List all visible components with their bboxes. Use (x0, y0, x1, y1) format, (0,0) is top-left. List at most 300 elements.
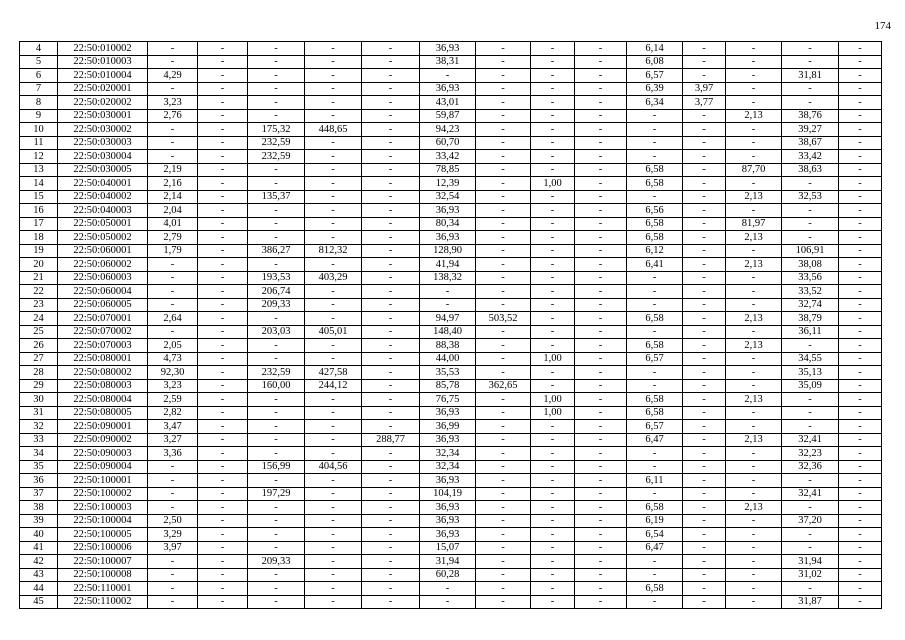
value-cell: 6,08 (627, 55, 683, 69)
value-cell: 32,54 (420, 190, 476, 204)
value-cell: - (575, 541, 627, 555)
value-cell: - (476, 420, 531, 434)
value-cell: - (531, 555, 575, 569)
value-cell: - (198, 325, 248, 339)
value-cell: 38,08 (782, 258, 839, 272)
value-cell: - (305, 582, 362, 596)
value-cell: - (305, 420, 362, 434)
value-cell: - (531, 433, 575, 447)
value-cell: - (683, 190, 726, 204)
row-number-cell: 42 (20, 555, 58, 569)
value-cell: - (476, 325, 531, 339)
value-cell: - (839, 136, 882, 150)
code-cell: 22:50:040002 (58, 190, 148, 204)
value-cell: - (198, 474, 248, 488)
value-cell: - (575, 312, 627, 326)
value-cell: - (362, 555, 420, 569)
value-cell: - (531, 123, 575, 137)
value-cell: 6,47 (627, 433, 683, 447)
value-cell: 36,93 (420, 204, 476, 218)
value-cell: 104,19 (420, 487, 476, 501)
value-cell: - (627, 379, 683, 393)
value-cell: - (198, 339, 248, 353)
value-cell: 6,58 (627, 582, 683, 596)
value-cell: - (305, 55, 362, 69)
table-row (20, 420, 882, 434)
value-cell: - (782, 177, 839, 191)
value-cell: - (683, 150, 726, 164)
value-cell: - (531, 204, 575, 218)
value-cell: - (476, 150, 531, 164)
value-cell: 32,41 (782, 487, 839, 501)
value-cell: 31,94 (420, 555, 476, 569)
value-cell: - (148, 568, 198, 582)
value-cell: 59,87 (420, 109, 476, 123)
value-cell: 244,12 (305, 379, 362, 393)
value-cell: - (782, 406, 839, 420)
row-number-cell: 13 (20, 163, 58, 177)
value-cell: - (305, 541, 362, 555)
value-cell: - (248, 514, 305, 528)
value-cell: - (726, 447, 782, 461)
value-cell: - (726, 42, 782, 56)
value-cell: 232,59 (248, 366, 305, 380)
value-cell: - (839, 406, 882, 420)
value-cell: - (362, 474, 420, 488)
value-cell: - (726, 285, 782, 299)
value-cell: - (683, 204, 726, 218)
row-number-cell: 38 (20, 501, 58, 515)
code-cell: 22:50:110002 (58, 595, 148, 609)
value-cell: 4,73 (148, 352, 198, 366)
value-cell: - (627, 460, 683, 474)
table-row (20, 474, 882, 488)
table-row (20, 595, 882, 609)
value-cell: 88,38 (420, 339, 476, 353)
value-cell: - (531, 285, 575, 299)
value-cell: - (476, 352, 531, 366)
value-cell: - (839, 217, 882, 231)
table-row (20, 433, 882, 447)
value-cell: - (531, 447, 575, 461)
value-cell: 2,13 (726, 109, 782, 123)
value-cell: - (476, 474, 531, 488)
row-number-cell: 41 (20, 541, 58, 555)
value-cell: 94,23 (420, 123, 476, 137)
code-cell: 22:50:060002 (58, 258, 148, 272)
value-cell: - (198, 393, 248, 407)
value-cell: - (476, 55, 531, 69)
value-cell: - (198, 82, 248, 96)
row-number-cell: 19 (20, 244, 58, 258)
table-row (20, 528, 882, 542)
value-cell: 6,19 (627, 514, 683, 528)
code-cell: 22:50:090004 (58, 460, 148, 474)
value-cell: 32,74 (782, 298, 839, 312)
value-cell: - (575, 55, 627, 69)
value-cell: 6,57 (627, 69, 683, 83)
value-cell: - (531, 312, 575, 326)
value-cell: - (362, 447, 420, 461)
value-cell: - (248, 258, 305, 272)
value-cell: - (839, 352, 882, 366)
value-cell: - (782, 528, 839, 542)
value-cell: - (839, 420, 882, 434)
value-cell: - (575, 231, 627, 245)
value-cell: - (683, 406, 726, 420)
value-cell: - (839, 568, 882, 582)
table-row (20, 69, 882, 83)
value-cell: 32,34 (420, 447, 476, 461)
value-cell: 80,34 (420, 217, 476, 231)
table-row (20, 366, 882, 380)
value-cell: 197,29 (248, 487, 305, 501)
value-cell: - (575, 69, 627, 83)
value-cell: - (198, 298, 248, 312)
row-number-cell: 22 (20, 285, 58, 299)
row-number-cell: 45 (20, 595, 58, 609)
value-cell: - (362, 582, 420, 596)
value-cell: 128,90 (420, 244, 476, 258)
value-cell: - (839, 528, 882, 542)
value-cell: - (575, 271, 627, 285)
value-cell: 2,04 (148, 204, 198, 218)
value-cell: - (362, 406, 420, 420)
value-cell: - (839, 231, 882, 245)
value-cell: - (476, 406, 531, 420)
value-cell: - (575, 528, 627, 542)
value-cell: - (305, 258, 362, 272)
value-cell: - (476, 460, 531, 474)
code-cell: 22:50:040003 (58, 204, 148, 218)
table-row (20, 393, 882, 407)
value-cell: - (362, 285, 420, 299)
value-cell: - (726, 123, 782, 137)
value-cell: - (476, 82, 531, 96)
table-row (20, 501, 882, 515)
value-cell: - (839, 447, 882, 461)
code-cell: 22:50:010004 (58, 69, 148, 83)
table-row (20, 339, 882, 353)
value-cell: 60,70 (420, 136, 476, 150)
value-cell: 2,82 (148, 406, 198, 420)
value-cell: 6,58 (627, 177, 683, 191)
value-cell: - (575, 366, 627, 380)
value-cell: - (362, 420, 420, 434)
value-cell: - (420, 595, 476, 609)
value-cell: - (575, 393, 627, 407)
row-number-cell: 44 (20, 582, 58, 596)
value-cell: - (531, 271, 575, 285)
value-cell: - (248, 568, 305, 582)
value-cell: - (683, 217, 726, 231)
value-cell: 6,58 (627, 406, 683, 420)
value-cell: 3,23 (148, 96, 198, 110)
value-cell: - (782, 501, 839, 515)
row-number-cell: 26 (20, 339, 58, 353)
value-cell: - (839, 258, 882, 272)
value-cell: 3,47 (148, 420, 198, 434)
value-cell: 209,33 (248, 298, 305, 312)
value-cell: - (726, 595, 782, 609)
value-cell: - (531, 69, 575, 83)
value-cell: - (248, 541, 305, 555)
value-cell: - (839, 298, 882, 312)
value-cell: - (305, 204, 362, 218)
value-cell: - (575, 177, 627, 191)
value-cell: - (531, 231, 575, 245)
value-cell: - (531, 258, 575, 272)
value-cell: - (305, 447, 362, 461)
code-cell: 22:50:030003 (58, 136, 148, 150)
value-cell: - (198, 163, 248, 177)
table-row (20, 406, 882, 420)
table-row (20, 568, 882, 582)
code-cell: 22:50:090003 (58, 447, 148, 461)
value-cell: - (531, 582, 575, 596)
value-cell: - (362, 82, 420, 96)
value-cell: - (198, 271, 248, 285)
value-cell: - (839, 339, 882, 353)
value-cell: - (782, 217, 839, 231)
value-cell: - (476, 595, 531, 609)
value-cell: - (782, 582, 839, 596)
value-cell: - (148, 555, 198, 569)
value-cell: - (683, 244, 726, 258)
value-cell: 403,29 (305, 271, 362, 285)
value-cell: - (575, 406, 627, 420)
value-cell: - (248, 339, 305, 353)
value-cell: - (683, 541, 726, 555)
value-cell: - (248, 231, 305, 245)
value-cell: - (148, 460, 198, 474)
value-cell: - (476, 555, 531, 569)
value-cell: 44,00 (420, 352, 476, 366)
value-cell: - (476, 163, 531, 177)
table-row (20, 177, 882, 191)
value-cell: - (531, 82, 575, 96)
value-cell: 32,41 (782, 433, 839, 447)
value-cell: - (198, 96, 248, 110)
value-cell: - (726, 487, 782, 501)
value-cell: - (627, 487, 683, 501)
value-cell: - (476, 339, 531, 353)
value-cell: - (531, 298, 575, 312)
value-cell: - (726, 555, 782, 569)
value-cell: - (627, 555, 683, 569)
value-cell: 36,93 (420, 474, 476, 488)
value-cell: - (362, 460, 420, 474)
value-cell: - (531, 109, 575, 123)
value-cell: - (476, 271, 531, 285)
value-cell: - (575, 379, 627, 393)
value-cell: - (198, 285, 248, 299)
value-cell: 6,39 (627, 82, 683, 96)
table-body (20, 42, 882, 609)
row-number-cell: 8 (20, 96, 58, 110)
value-cell: - (198, 244, 248, 258)
value-cell: - (248, 69, 305, 83)
code-cell: 22:50:090002 (58, 433, 148, 447)
value-cell: 6,47 (627, 541, 683, 555)
value-cell: - (198, 190, 248, 204)
value-cell: - (248, 109, 305, 123)
value-cell: - (575, 325, 627, 339)
value-cell: - (782, 204, 839, 218)
value-cell: - (198, 568, 248, 582)
value-cell: - (362, 595, 420, 609)
value-cell: 2,13 (726, 312, 782, 326)
value-cell: - (148, 582, 198, 596)
value-cell: 386,27 (248, 244, 305, 258)
table-row (20, 312, 882, 326)
table-row (20, 271, 882, 285)
value-cell: 36,93 (420, 514, 476, 528)
value-cell: - (305, 109, 362, 123)
value-cell: 6,54 (627, 528, 683, 542)
value-cell: - (839, 514, 882, 528)
value-cell: - (575, 82, 627, 96)
value-cell: - (627, 285, 683, 299)
value-cell: - (198, 123, 248, 137)
value-cell: - (362, 177, 420, 191)
value-cell: - (531, 244, 575, 258)
value-cell: - (198, 109, 248, 123)
value-cell: - (305, 136, 362, 150)
value-cell: - (683, 55, 726, 69)
row-number-cell: 40 (20, 528, 58, 542)
row-number-cell: 31 (20, 406, 58, 420)
value-cell: - (575, 204, 627, 218)
value-cell: - (531, 217, 575, 231)
value-cell: - (839, 541, 882, 555)
value-cell: 41,94 (420, 258, 476, 272)
value-cell: - (575, 136, 627, 150)
value-cell: - (476, 541, 531, 555)
row-number-cell: 20 (20, 258, 58, 272)
value-cell: 32,53 (782, 190, 839, 204)
value-cell: - (148, 298, 198, 312)
value-cell: - (305, 285, 362, 299)
code-cell: 22:50:060004 (58, 285, 148, 299)
value-cell: - (683, 582, 726, 596)
table-row (20, 298, 882, 312)
value-cell: 209,33 (248, 555, 305, 569)
value-cell: - (839, 379, 882, 393)
value-cell: - (683, 528, 726, 542)
value-cell: - (198, 231, 248, 245)
table-row (20, 447, 882, 461)
value-cell: 38,31 (420, 55, 476, 69)
row-number-cell: 6 (20, 69, 58, 83)
value-cell: - (575, 285, 627, 299)
value-cell: - (198, 406, 248, 420)
value-cell: - (148, 501, 198, 515)
value-cell: - (362, 258, 420, 272)
value-cell: 1,00 (531, 393, 575, 407)
code-cell: 22:50:070001 (58, 312, 148, 326)
value-cell: - (683, 393, 726, 407)
value-cell: 36,93 (420, 528, 476, 542)
value-cell: - (362, 568, 420, 582)
value-cell: - (305, 568, 362, 582)
value-cell: - (726, 528, 782, 542)
value-cell: 288,77 (362, 433, 420, 447)
value-cell: - (248, 595, 305, 609)
value-cell: 78,85 (420, 163, 476, 177)
value-cell: 85,78 (420, 379, 476, 393)
value-cell: - (839, 177, 882, 191)
value-cell: 2,13 (726, 339, 782, 353)
value-cell: 32,36 (782, 460, 839, 474)
value-cell: - (531, 541, 575, 555)
value-cell: - (839, 312, 882, 326)
value-cell: - (782, 55, 839, 69)
value-cell: 503,52 (476, 312, 531, 326)
value-cell: - (198, 55, 248, 69)
value-cell: - (726, 96, 782, 110)
value-cell: 812,32 (305, 244, 362, 258)
code-cell: 22:50:030002 (58, 123, 148, 137)
code-cell: 22:50:040001 (58, 177, 148, 191)
value-cell: 2,13 (726, 190, 782, 204)
value-cell: 33,56 (782, 271, 839, 285)
value-cell: - (839, 393, 882, 407)
code-cell: 22:50:100006 (58, 541, 148, 555)
value-cell: - (248, 582, 305, 596)
row-number-cell: 16 (20, 204, 58, 218)
value-cell: - (839, 366, 882, 380)
value-cell: - (726, 55, 782, 69)
code-cell: 22:50:020002 (58, 96, 148, 110)
value-cell: - (575, 595, 627, 609)
value-cell: - (627, 190, 683, 204)
value-cell: 3,97 (148, 541, 198, 555)
value-cell: - (531, 366, 575, 380)
value-cell: - (683, 123, 726, 137)
value-cell: - (683, 177, 726, 191)
code-cell: 22:50:010003 (58, 55, 148, 69)
value-cell: 31,81 (782, 69, 839, 83)
value-cell: - (476, 177, 531, 191)
code-cell: 22:50:010002 (58, 42, 148, 56)
value-cell: - (476, 366, 531, 380)
value-cell: - (476, 582, 531, 596)
value-cell: - (362, 393, 420, 407)
code-cell: 22:50:100004 (58, 514, 148, 528)
row-number-cell: 27 (20, 352, 58, 366)
table-row (20, 244, 882, 258)
value-cell: 6,58 (627, 231, 683, 245)
value-cell: - (531, 514, 575, 528)
value-cell: - (839, 163, 882, 177)
row-number-cell: 5 (20, 55, 58, 69)
value-cell: - (198, 460, 248, 474)
code-cell: 22:50:080002 (58, 366, 148, 380)
data-table (19, 41, 882, 609)
value-cell: 38,67 (782, 136, 839, 150)
value-cell: 6,56 (627, 204, 683, 218)
value-cell: - (198, 352, 248, 366)
value-cell: - (248, 393, 305, 407)
value-cell: 92,30 (148, 366, 198, 380)
value-cell: - (575, 150, 627, 164)
value-cell: - (248, 204, 305, 218)
value-cell: - (782, 474, 839, 488)
table-row (20, 231, 882, 245)
row-number-cell: 25 (20, 325, 58, 339)
value-cell: - (148, 136, 198, 150)
